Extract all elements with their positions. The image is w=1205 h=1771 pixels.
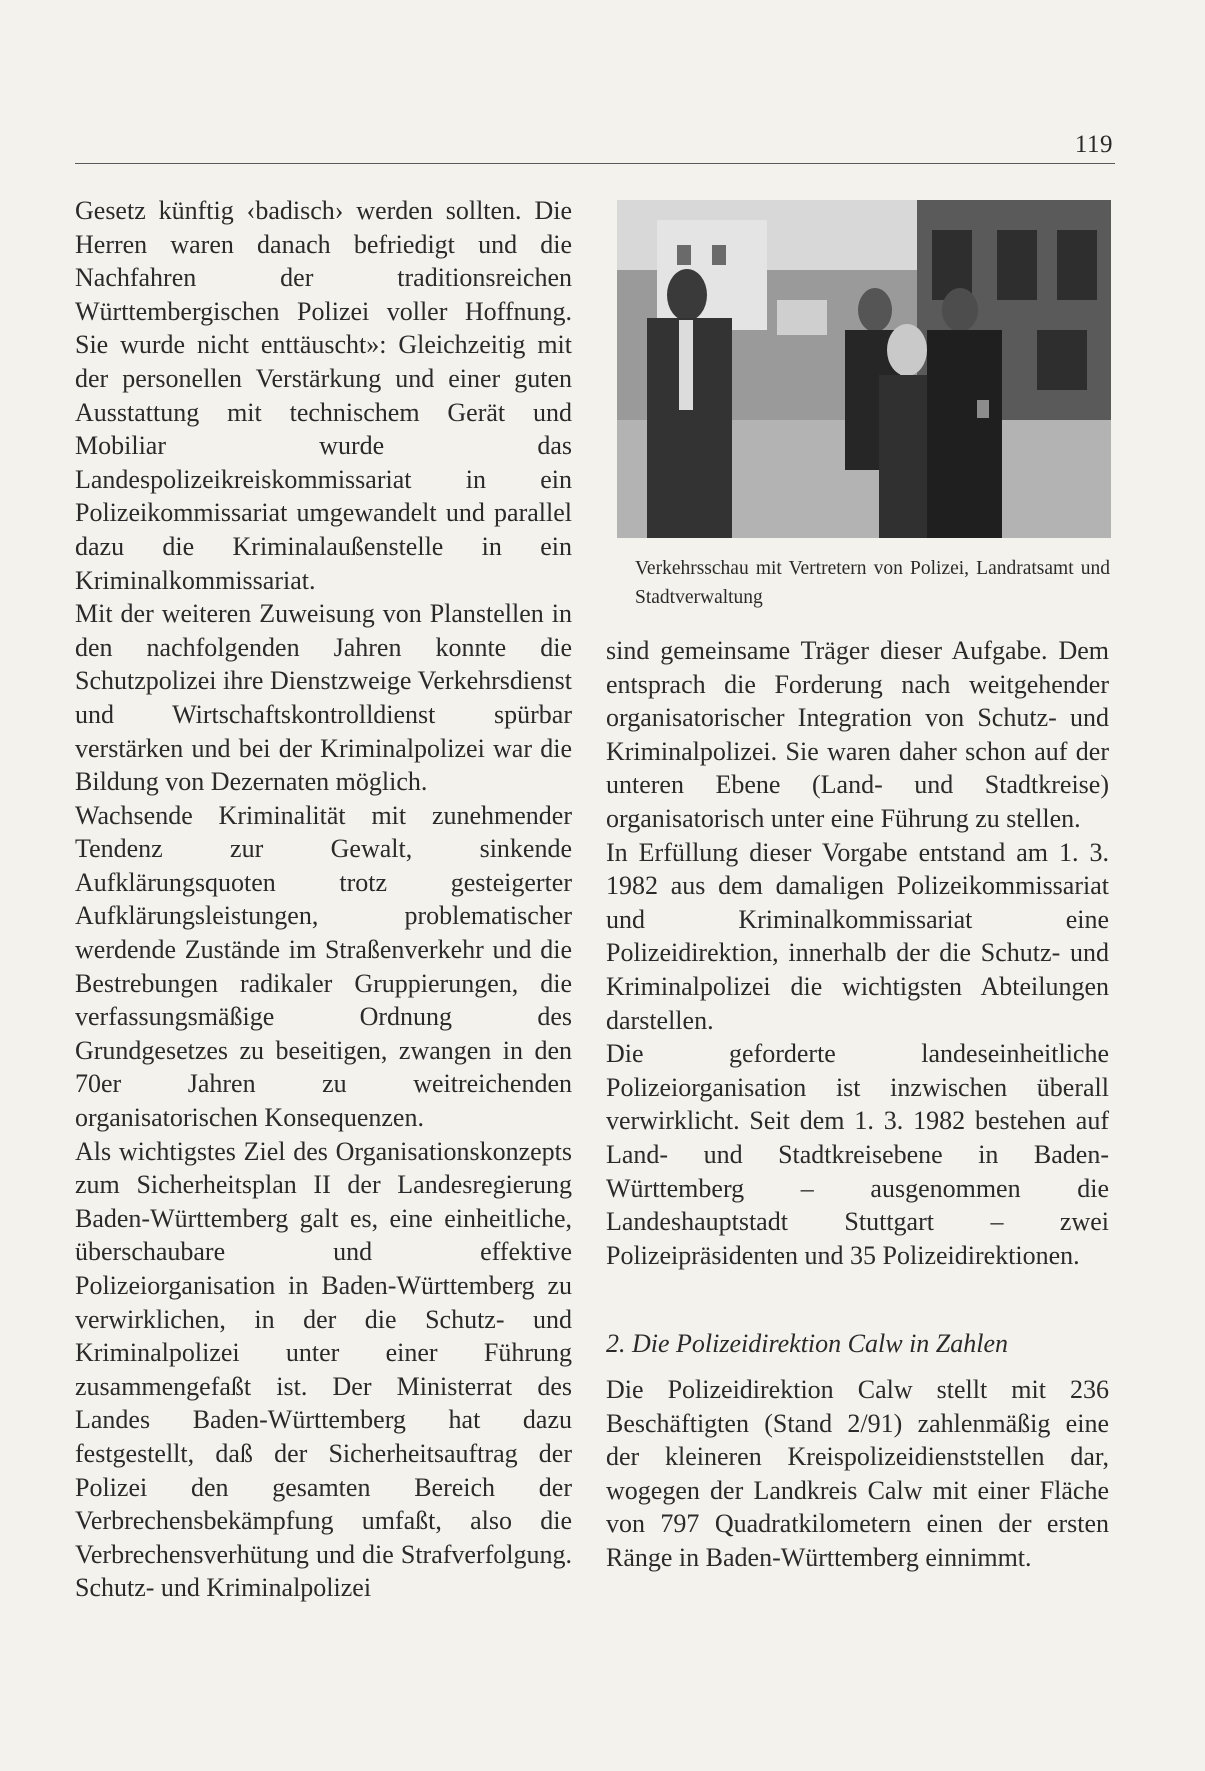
right-column-bottom <box>606 1373 1109 1575</box>
header-rule <box>75 163 1115 164</box>
paragraph: Die Polizeidirektion Calw stellt mit 236 Beschäftigten (Stand 2/91) zahlenmäßig eine der kleineren Kreispolizeidienststellen dar, wogegen der Landkreis Calw mit einer Fläche von 797 Quadratkilometern einen der ersten Ränge in Baden-Württemberg einnimmt. <box>606 1375 1109 1572</box>
street-inspection-photo <box>617 200 1111 538</box>
paragraph: Wachsende Kriminalität mit zunehmender Tendenz zur Gewalt, sinkende Aufklärungsquoten trotz gesteigerter Aufklärungsleistungen, problematischer werdende Zustände im Straßenverkehr und die Bestrebungen radikaler Gruppierungen, die verfassungsmäßige Ordnung des Grundgesetzes zu beseitigen, zwangen in den 70er Jahren zu weitreichenden organisatorischen Konsequenzen. <box>75 800 572 1133</box>
photo-caption: Verkehrsschau mit Vertretern von Polizei, Landratsamt und Stadtverwaltung <box>635 558 1110 608</box>
paragraph: In Erfüllung dieser Vorgabe entstand am 1. 3. 1982 aus dem damaligen Polizeikommissariat und Kriminalkommissariat eine Polizeidirektion, innerhalb der die Schutz- und Kriminalpolizei die wichtigsten Abteilungen darstellen. <box>606 837 1109 1035</box>
right-column-top <box>606 634 1109 1272</box>
paragraph: Mit der weiteren Zuweisung von Planstellen in den nachfolgenden Jahren konnte die Schutzpolizei ihre Dienstzweige Verkehrsdienst und Wirtschaftskontrolldienst spürbar verstärken und bei der Kriminalpolizei war die Bildung von Dezernaten möglich. <box>75 599 572 797</box>
paragraph: Die geforderte landeseinheitliche Polizeiorganisation ist inzwischen überall verwirklicht. Seit dem 1. 3. 1982 bestehen auf Land- und Stadtkreisebene in Baden-Württemberg – ausgenommen die Landeshauptstadt Stuttgart – zwei Polizeipräsidenten und 35 Polizeidirektionen. <box>606 1039 1109 1270</box>
left-column <box>75 194 572 1605</box>
section-heading: 2. Die Polizeidirektion Calw in Zahlen <box>606 1329 1009 1358</box>
paragraph: Als wichtigstes Ziel des Organisationskonzepts zum Sicherheitsplan II der Landesregierung Baden-Württemberg galt es, eine einheitliche, überschaubare und effektive Polizeiorganisation in Baden-Württemberg zu verwirklichen, in der die Schutz- und Kriminalpolizei unter einer Führung zusammengefaßt ist. Der Ministerrat des Landes Baden-Württemberg hat dazu festgestellt, daß der Sicherheitsauftrag der Polizei den gesamten Bereich der Verbrechensbekämpfung umfaßt, also die Verbrechensverhütung und die Strafverfolgung. Schutz- und Kriminalpolizei <box>75 1136 572 1603</box>
paragraph: sind gemeinsame Träger dieser Aufgabe. Dem entsprach die Forderung nach weitgehender organisatorischer Integration von Schutz- und Kriminalpolizei. Sie waren daher schon auf der unteren Ebene (Land- und Stadtkreise) organisatorisch unter eine Führung zu stellen. <box>606 636 1109 833</box>
paragraph: Gesetz künftig ‹badisch› werden sollten. Die Herren waren danach befriedigt und die Nachfahren der traditionsreichen Württembergischen Polizei voller Hoffnung. Sie wurde nicht enttäuscht»: Gleichzeitig mit der personellen Verstärkung und einer guten Ausstattung mit technischem Gerät und Mobiliar wurde das Landespolizeikreiskommissariat in ein Polizeikommissariat umgewandelt und parallel dazu die Kriminalaußenstelle in ein Kriminalkommissariat. <box>75 196 572 595</box>
page-number: 119 <box>1074 131 1113 158</box>
